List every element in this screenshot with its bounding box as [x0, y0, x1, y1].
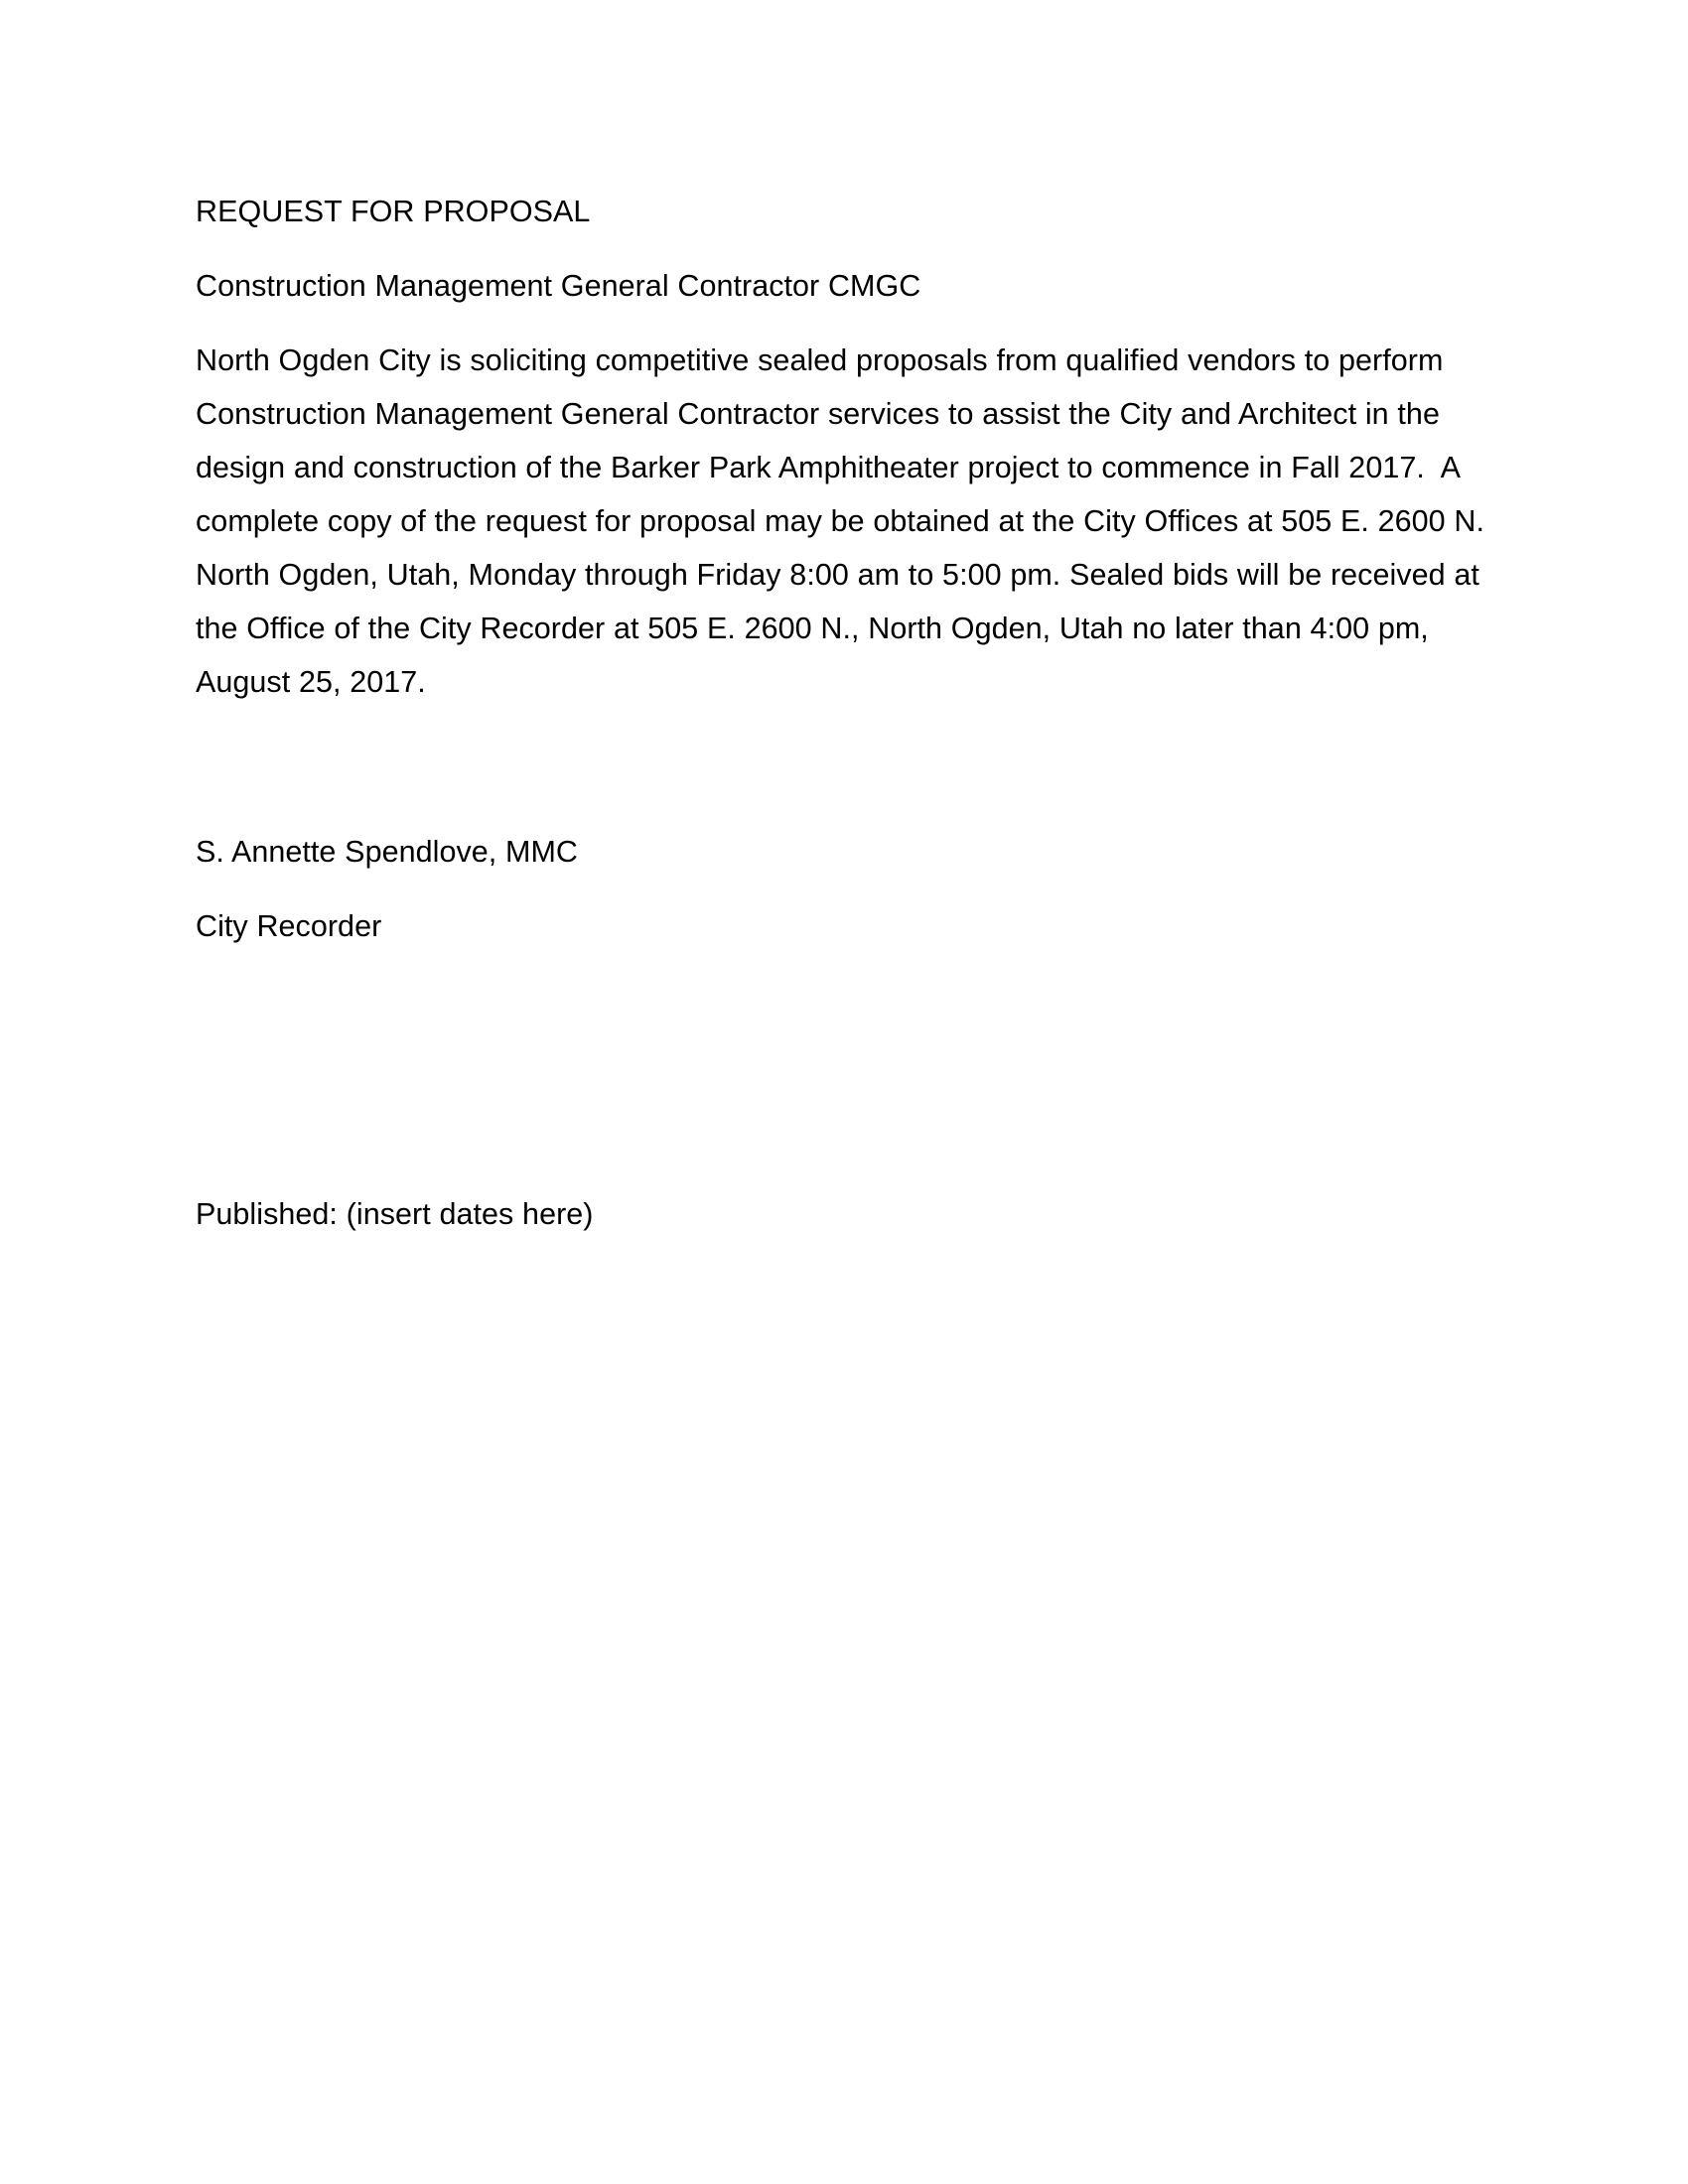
paragraph-spacer-lower: [196, 974, 1506, 1187]
signatory-name: S. Annette Spendlove, MMC: [196, 835, 579, 869]
document-subtitle: Construction Management General Contractor CMGC: [196, 269, 921, 303]
signatory-role: City Recorder: [196, 909, 382, 943]
paragraph-spacer-upper: [196, 730, 1506, 825]
body-paragraph: North Ogden City is soliciting competitive sealed proposals from qualified vendors to perform Construction Management General Contractor services to assist the City and Architect in the design and construction of the Barker Park Amphitheater project to commence in Fall 2017. A complete copy of the request for proposal may be obtained at the City Offices at 505 E. 2600 N. North Ogden, Utah, Monday through Friday 8:00 am to 5:00 pm. Sealed bids will be received at the Office of the City Recorder at 505 E. 2600 N., North Ogden, Utah no later than 4:00 pm, August 25, 2017.: [196, 343, 1493, 699]
published-line: Published: (insert dates here): [196, 1197, 594, 1231]
page-title: REQUEST FOR PROPOSAL: [196, 195, 591, 228]
document-body: [196, 185, 1506, 1262]
